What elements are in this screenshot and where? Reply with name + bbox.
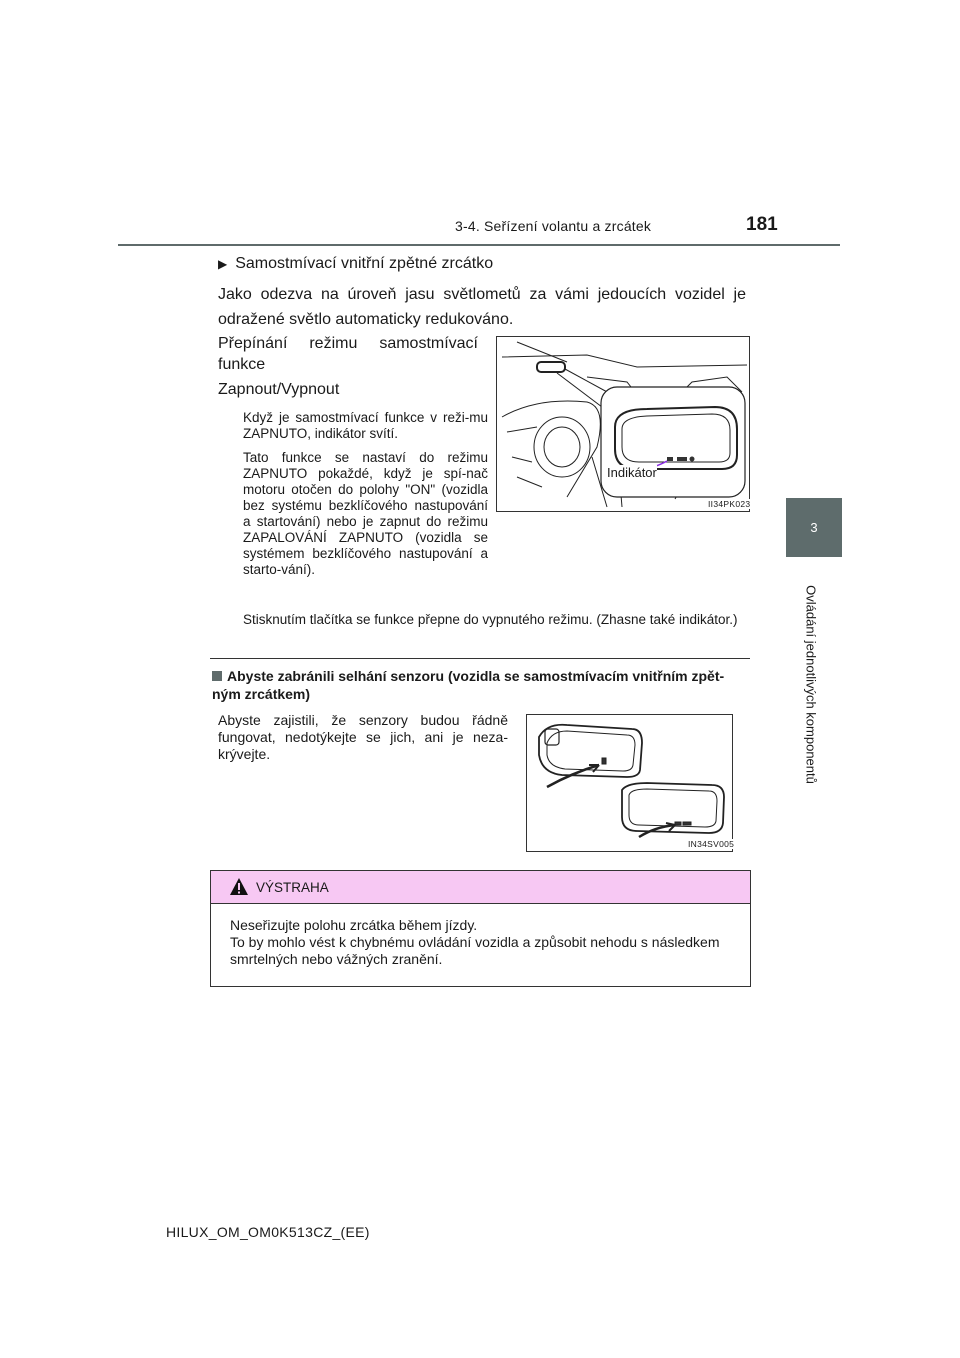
section-body: Abyste zajistili, že senzory budou řádně fungovat, nedotýkejte se jich, ani je neza-krývejte. [218, 712, 508, 762]
warning-title: VÝSTRAHA [256, 880, 329, 895]
warning-triangle-icon [229, 877, 249, 896]
warning-header [211, 871, 750, 904]
mode-label-line1: Přepínání režimu samostmívací [218, 335, 478, 352]
intro-paragraph: Jako odezva na úroveň jasu světlometů za vámi jedoucích vozidel je odražené světlo automaticky redukováno. [218, 286, 746, 328]
note-3: Stisknutím tlačítka se funkce přepne do vypnutého režimu. (Zhasne také indikátor.) [243, 612, 738, 627]
figure2-code: IN34SV005 [688, 839, 735, 849]
warning-line-1: Neseřizujte polohu zrcátka během jízdy. [230, 917, 478, 933]
warning-line-2: To by mohlo vést k chybnému ovládání vozidla a způsobit nehodu s následkem smrtelných nebo vážných zranění. [230, 934, 720, 967]
header-rule [118, 244, 840, 246]
figure-mirror-sensors [526, 714, 733, 852]
indicator-label: Indikátor [607, 465, 657, 480]
onoff-label: Zapnout/Vypnout [218, 381, 340, 398]
warning-body [230, 917, 750, 968]
note-1: Když je samostmívací funkce v reži-mu ZAPNUTO, indikátor svítí. [243, 410, 488, 441]
document-id: HILUX_OM_OM0K513CZ_(EE) [166, 1224, 370, 1240]
section-divider [210, 658, 750, 659]
section-heading [212, 667, 752, 703]
bullet-title-text: Samostmívací vnitřní zpětné zrcátko [235, 255, 494, 272]
bullet-title [218, 255, 493, 273]
mode-label-line2: funkce [218, 356, 266, 373]
section-heading-text: Abyste zabránili selhání senzoru (vozidla se samostmívacím vnitřním zpět-ným zrcátkem) [212, 668, 725, 702]
chapter-tab [786, 498, 842, 557]
warning-box [210, 870, 751, 987]
chapter-number: 3 [810, 520, 818, 535]
chapter-title [785, 565, 819, 825]
page-number: 181 [746, 214, 778, 235]
figure1-code: II34PK023 [708, 499, 751, 509]
chapter-title-text: Ovládání jednotlivých komponentů [803, 585, 819, 784]
figure-mirror-cabin [496, 336, 750, 512]
section-title: 3-4. Seřízení volantu a zrcátek [455, 218, 652, 234]
cabin-illustration [497, 337, 749, 511]
square-bullet-icon [212, 671, 222, 681]
triangle-bullet-icon: ▶ [218, 257, 228, 271]
sensor-illustration [527, 715, 732, 851]
note-2: Tato funkce se nastaví do režimu ZAPNUTO pokaždé, když je spí-nač motoru otočen do polohy "ON" (vozidla bez systému bezklíčového nastupování a startování) nebo je zapnut do režimu ZAPALOVÁNÍ ZAPNUTO (vozidla se systémem bezklíčového nastupování a starto-vání). [243, 450, 488, 577]
